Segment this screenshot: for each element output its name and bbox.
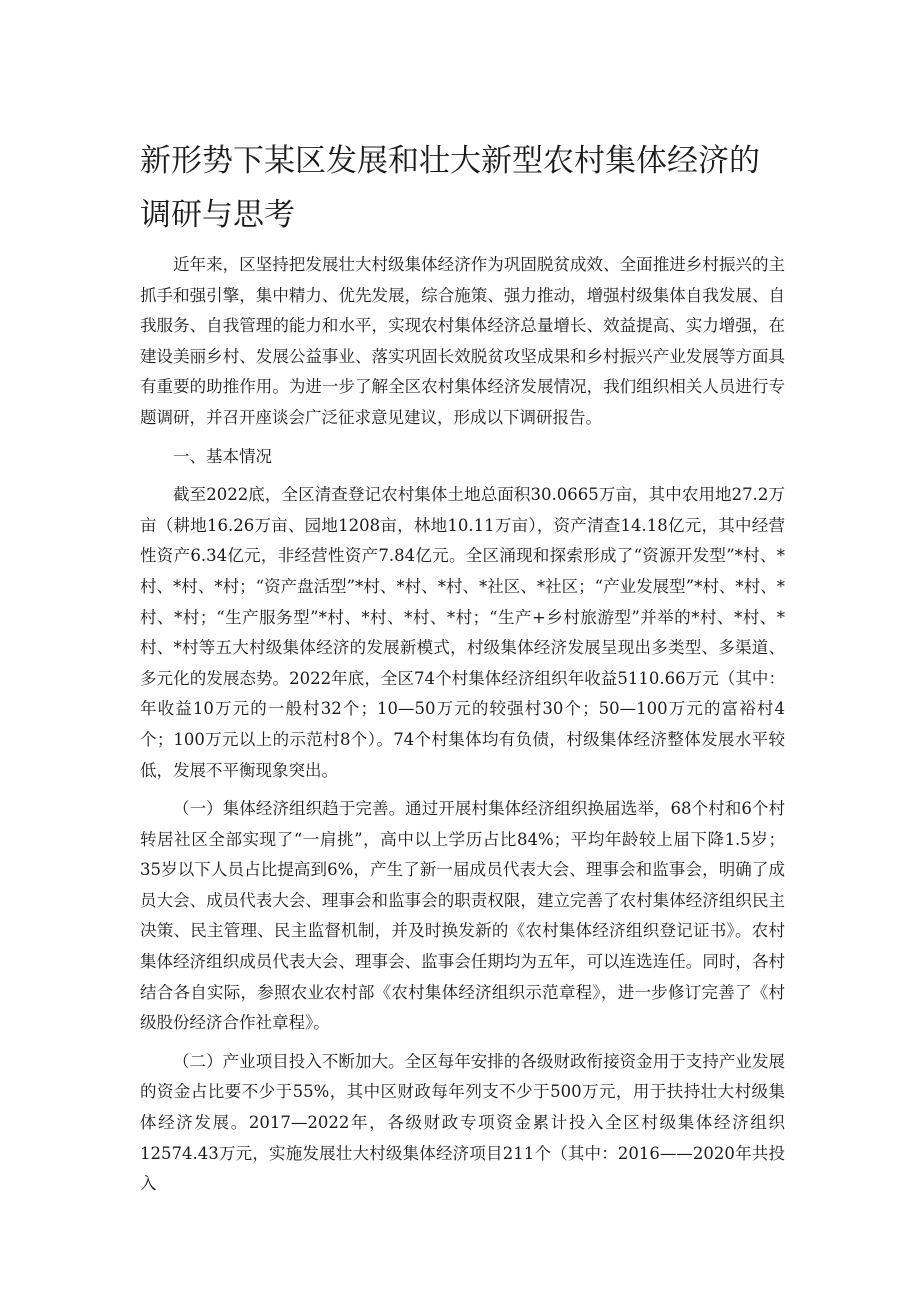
subsection-organization-paragraph: （一）集体经济组织趋于完善。通过开展村集体经济组织换届选举，68个村和6个村转居社区全部实现了“一肩挑”，高中以上学历占比84%；平均年龄较上届下降1.5岁；35岁以下人员占比提高到6%，产生了新一届成员代表大会、理事会和监事会，明确了成员大会、成员代表大会、理事会和监事会的职责权限，建立完善了农村集体经济组织民主决策、民主管理、民主监督机制，并及时换发新的《农村集体经济组织登记证书》。农村集体经济组织成员代表大会、理事会、监事会任期均为五年，可以连选连任。同时，各村结合各自实际，参照农业农村部《农村集体经济组织示范章程》，进一步修订完善了《村级股份经济合作社章程》。 bbox=[140, 799, 785, 1033]
subsection-investment-paragraph: （二）产业项目投入不断加大。全区每年安排的各级财政衔接资金用于支持产业发展的资金占比要不少于55%，其中区财政每年列支不少于500万元，用于扶持壮大村级集体经济发展。2017—2022年，各级财政专项资金累计投入全区村级集体经济组织12574.43万元，实施发展壮大村级集体经济项目211个（其中：2016——2020年共投入 bbox=[140, 1051, 785, 1194]
intro-paragraph: 近年来，区坚持把发展壮大村级集体经济作为巩固脱贫成效、全面推进乡村振兴的主抓手和强引擎，集中精力、优先发展，综合施策、强力推动，增强村级集体自我发展、自我服务、自我管理的能力和水平，实现农村集体经济总量增长、效益提高、实力增强，在建设美丽乡村、发展公益事业、落实巩固长效脱贫攻坚成果和乡村振兴产业发展等方面具有重要的助推作用。为进一步了解全区农村集体经济发展情况，我们组织相关人员进行专题调研，并召开座谈会广泛征求意见建议，形成以下调研报告。 bbox=[140, 255, 785, 427]
document-body bbox=[140, 250, 785, 1200]
section-heading-basic-situation: 一、基本情况 bbox=[173, 446, 272, 466]
basic-situation-paragraph: 截至2022底，全区清查登记农村集体土地总面积30.0665万亩，其中农用地27.2万亩（耕地16.26万亩、园地1208亩，林地10.11万亩），资产清查14.18亿元，其中经营性资产6.34亿元，非经营性资产7.84亿元。全区涌现和探索形成了“资源开发型”*村、*村、*村、*村；“资产盘活型”*村、*村、*村、*社区、*社区；“产业发展型”*村、*村、*村、*村；“生产服务型”*村、*村、*村、*村；“生产+乡村旅游型”并举的*村、*村、*村、*村等五大村级集体经济的发展新模式，村级集体经济发展呈现出多类型、多渠道、多元化的发展态势。2022年底，全区74个村集体经济组织年收益5110.66万元（其中：年收益10万元的一般村32个；10—50万元的较强村30个；50—100万元的富裕村4个；100万元以上的示范村8个）。74个村集体均有负债，村级集体经济整体发展水平较低，发展不平衡现象突出。 bbox=[140, 485, 785, 780]
document-title: 新形势下某区发展和壮大新型农村集体经济的调研与思考 bbox=[140, 143, 760, 233]
